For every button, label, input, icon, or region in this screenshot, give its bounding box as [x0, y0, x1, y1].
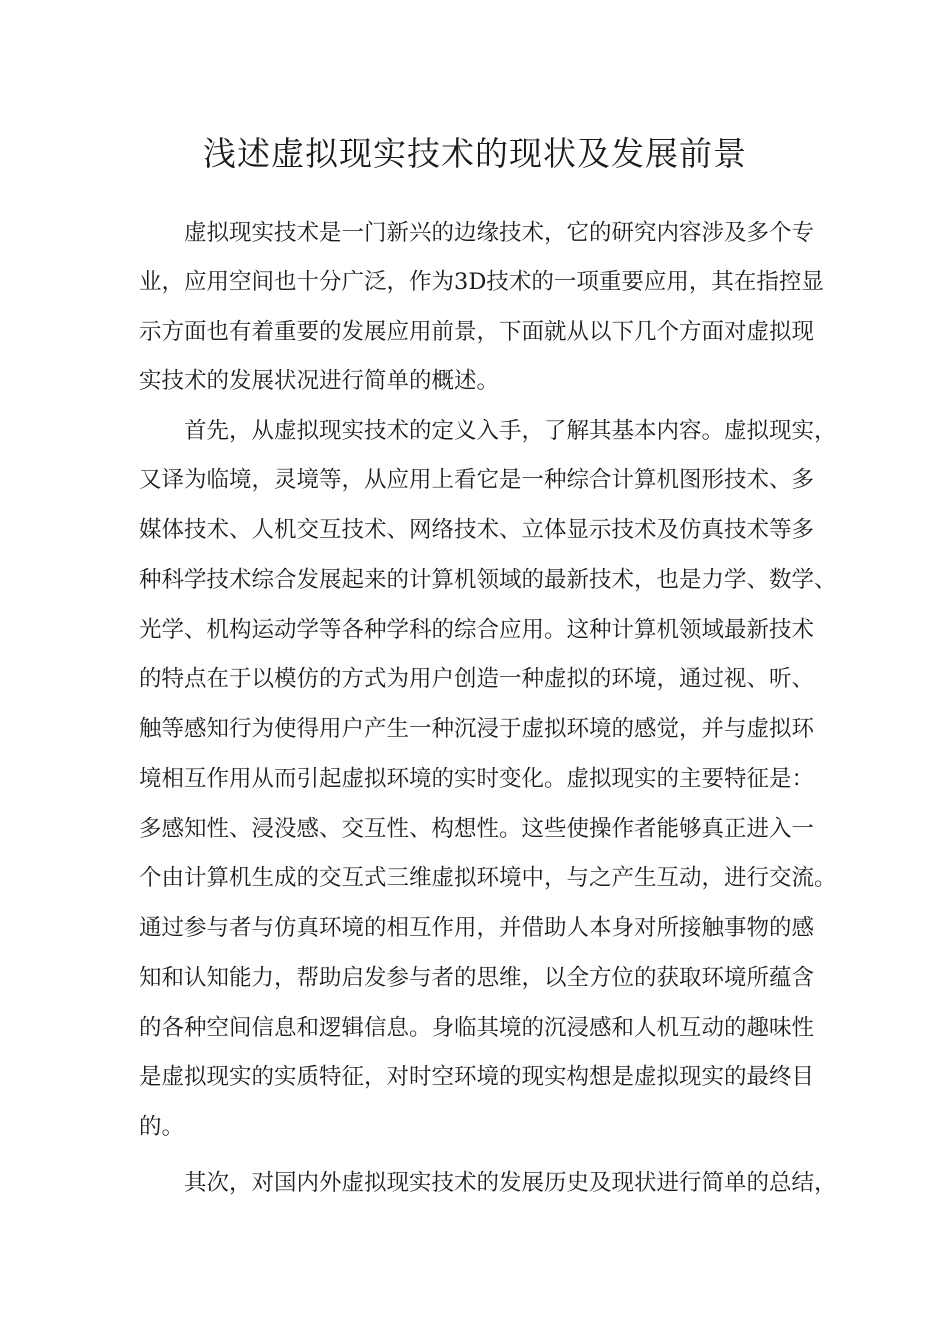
text-line: 光学、机构运动学等各种学科的综合应用。这种计算机领域最新技术: [139, 617, 815, 643]
text-line: 首先，从虚拟现实技术的定义入手，了解其基本内容。虚拟现实，: [184, 418, 837, 444]
text-line: 实技术的发展状况进行简单的概述。: [139, 368, 500, 394]
text-line: 的各种空间信息和逻辑信息。身临其境的沉浸感和人机互动的趣味性: [139, 1015, 815, 1041]
text-line: 境相互作用从而引起虚拟环境的实时变化。虚拟现实的主要特征是：: [139, 766, 815, 792]
page-title: 浅述虚拟现实技术的现状及发展前景: [203, 134, 747, 174]
text-line: 示方面也有着重要的发展应用前景，下面就从以下几个方面对虚拟现: [139, 319, 815, 345]
text-line: 的特点在于以模仿的方式为用户创造一种虚拟的环境，通过视、听、: [139, 666, 815, 692]
text-line: 多感知性、浸没感、交互性、构想性。这些使操作者能够真正进入一: [139, 816, 815, 842]
text-line: 知和认知能力，帮助启发参与者的思维，以全方位的获取环境所蕴含: [139, 965, 815, 991]
text-line: 种科学技术综合发展起来的计算机领域的最新技术，也是力学、数学、: [139, 567, 837, 593]
text-line: 业，应用空间也十分广泛，作为3D技术的一项重要应用，其在指控显: [139, 269, 824, 295]
text-line: 虚拟现实技术是一门新兴的边缘技术，它的研究内容涉及多个专: [184, 220, 815, 246]
text-line: 通过参与者与仿真环境的相互作用，并借助人本身对所接触事物的感: [139, 915, 815, 941]
text-line: 触等感知行为使得用户产生一种沉浸于虚拟环境的感觉，并与虚拟环: [139, 716, 815, 742]
text-line: 又译为临境，灵境等，从应用上看它是一种综合计算机图形技术、多: [139, 467, 815, 493]
text-line: 其次，对国内外虚拟现实技术的发展历史及现状进行简单的总结，: [184, 1170, 837, 1196]
text-line: 媒体技术、人机交互技术、网络技术、立体显示技术及仿真技术等多: [139, 517, 815, 543]
text-line: 个由计算机生成的交互式三维虚拟环境中，与之产生互动，进行交流。: [139, 865, 837, 891]
text-line: 的。: [139, 1114, 185, 1140]
text-line: 是虚拟现实的实质特征，对时空环境的现实构想是虚拟现实的最终目: [139, 1064, 815, 1090]
